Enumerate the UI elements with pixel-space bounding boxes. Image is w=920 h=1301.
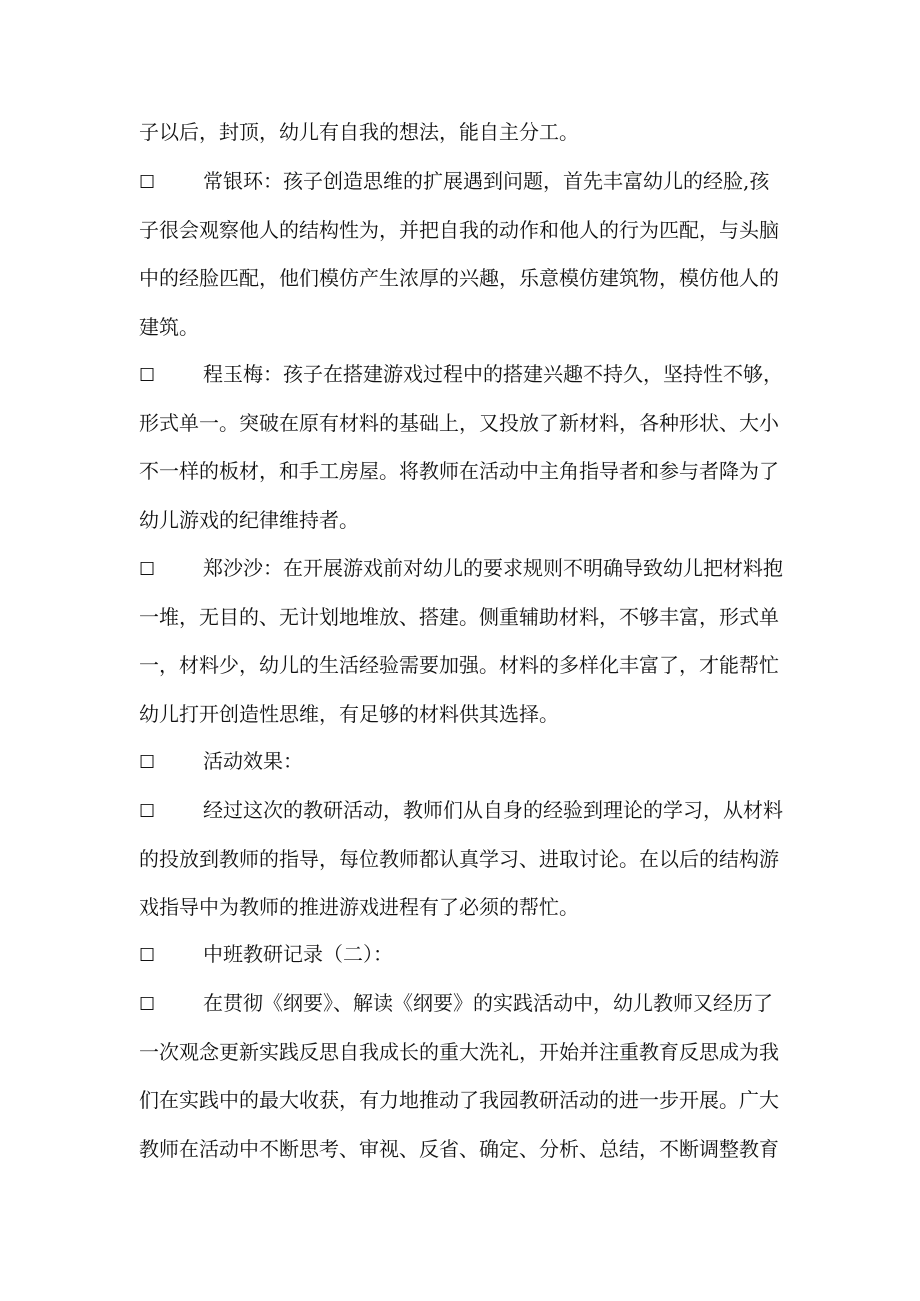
text-line: 一，材料少，幼儿的生活经验需要加强。材料的多样化丰富了，才能帮忙	[139, 653, 779, 677]
text-line: 形式单一。突破在原有材料的基础上，又投放了新材料，各种形状、大小	[139, 410, 779, 435]
text-line: 的投放到教师的指导，每位教师都认真学习、进取讨论。在以后的结构游	[139, 846, 779, 871]
text-line: ☐ 程玉梅：孩子在搭建游戏过程中的搭建兴趣不持久，坚持性不够，	[139, 350, 783, 399]
text-line: ☐ 常银环：孩子创造思维的扩展遇到问题，首先丰富幼儿的经脸,孩	[139, 157, 783, 206]
text-line: 中的经脸匹配，他们模仿产生浓厚的兴趣，乐意模仿建筑物，模仿他人的	[139, 266, 779, 290]
text-line: 教师在活动中不断思考、审视、反省、确定、分析、总结，不断调整教育	[139, 1136, 779, 1161]
text-line: 子以后，封顶，幼儿有自我的想法，能自主分工。	[139, 120, 579, 144]
text-line: 不一样的板材，和手工房屋。将教师在活动中主角指导者和参与者降为了	[139, 459, 779, 483]
text-line: 幼儿打开创造性思维，有足够的材料供其选择。	[139, 701, 559, 726]
paragraph-record-two	[139, 979, 783, 1173]
paragraph-activity-effect	[139, 786, 783, 932]
paragraph-chang-yinhuan	[139, 157, 783, 351]
checkbox-bullet-icon: ☐	[139, 752, 156, 773]
checkbox-bullet-icon: ☐	[139, 172, 156, 193]
paragraph-record-two-heading	[139, 930, 783, 979]
text-line: 一次观念更新实践反思自我成长的重大洗礼，开始并注重教育反思成为我	[139, 1039, 779, 1064]
text-line: ☐ 在贯彻《纲要》、解读《纲要》的实践活动中，幼儿教师又经历了	[139, 979, 783, 1028]
text-line: ☐ 活动效果：	[139, 737, 783, 786]
paragraph-activity-effect-heading	[139, 737, 783, 786]
text-line: 一堆，无目的、无计划地堆放、搭建。侧重辅助材料，不够丰富，形式单	[139, 604, 779, 629]
text-line: ☐ 中班教研记录（二）：	[139, 930, 783, 979]
text-line: ☐ 经过这次的教研活动，教师们从自身的经验到理论的学习，从材料	[139, 786, 783, 835]
checkbox-bullet-icon: ☐	[139, 801, 156, 822]
checkbox-bullet-icon: ☐	[139, 559, 156, 580]
paragraph-continuation	[139, 108, 783, 157]
checkbox-bullet-icon: ☐	[139, 945, 156, 966]
paragraph-cheng-yumei	[139, 350, 783, 544]
text-line: 戏指导中为教师的推进游戏进程有了必须的帮忙。	[139, 895, 579, 919]
text-line: 幼儿游戏的纪律维持者。	[139, 507, 359, 532]
checkbox-bullet-icon: ☐	[139, 994, 156, 1015]
text-line: 建筑。	[139, 314, 199, 339]
text-line: 子很会观察他人的结构性为，并把自我的动作和他人的行为匹配，与头脑	[139, 217, 779, 242]
paragraph-zheng-shasha	[139, 544, 783, 738]
checkbox-bullet-icon: ☐	[139, 365, 156, 386]
text-line: ☐ 郑沙沙：在开展游戏前对幼儿的要求规则不明确导致幼儿把材料抱	[139, 544, 783, 593]
text-line: 们在实践中的最大收获，有力地推动了我园教研活动的进一步开展。广大	[139, 1088, 779, 1112]
